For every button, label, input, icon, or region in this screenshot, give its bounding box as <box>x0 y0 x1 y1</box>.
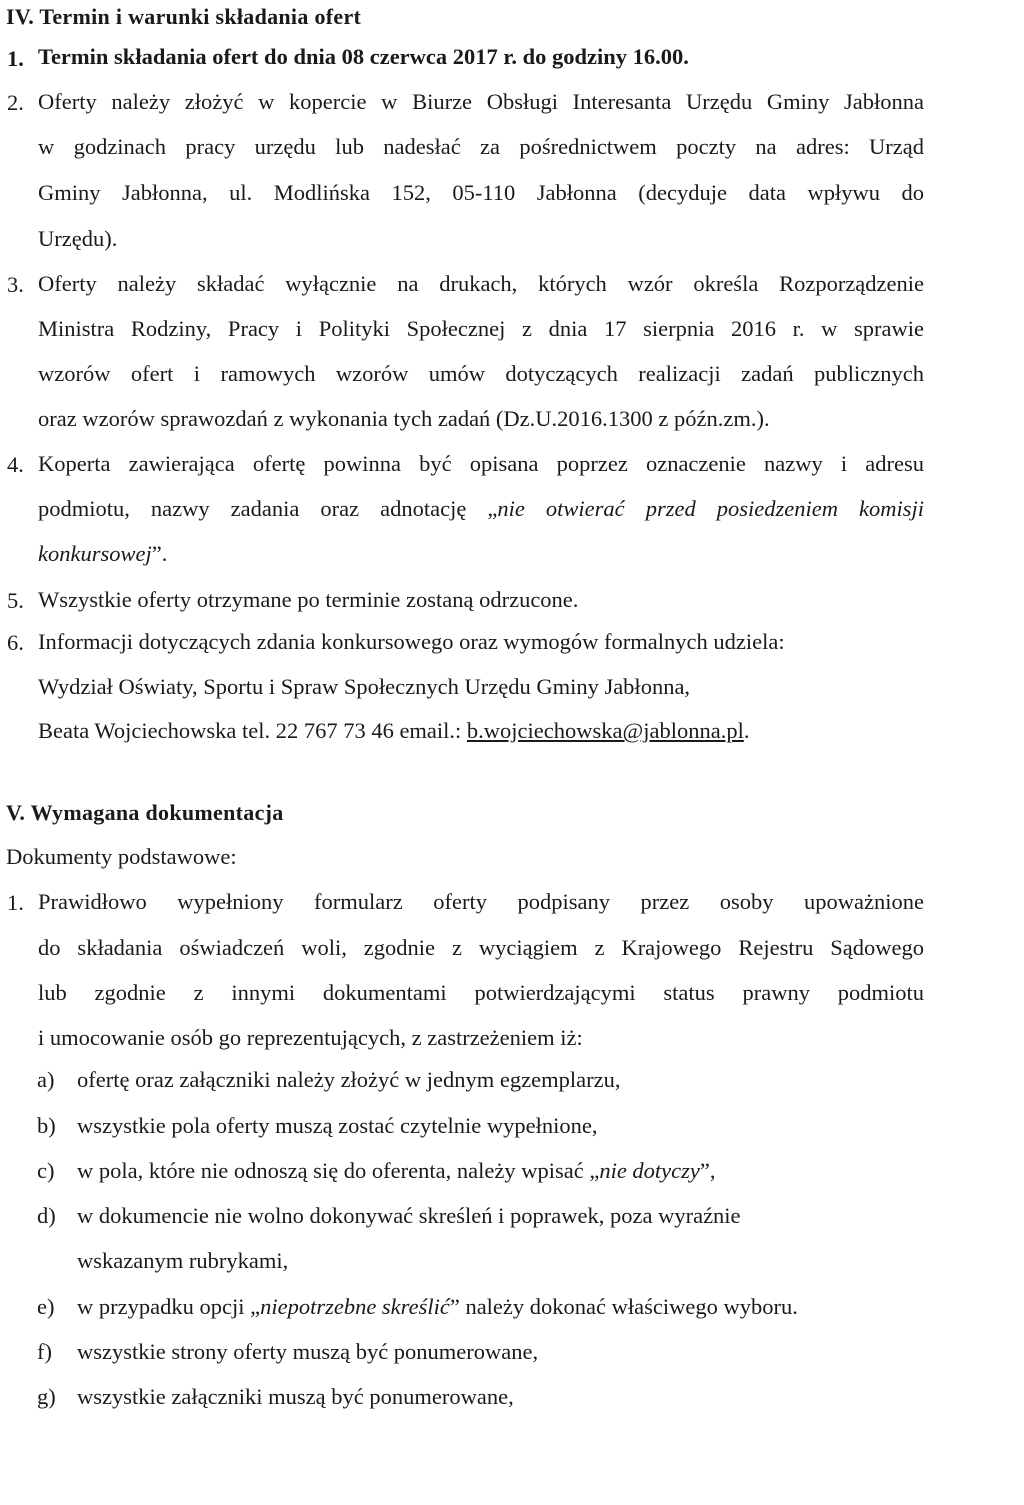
item-2-line-3: Gminy Jabłonna, ul. Modlińska 152, 05-110 Jabłonna (decyduje data wpływu do <box>38 180 924 205</box>
subitem-b-text: wszystkie pola oferty muszą zostać czytelnie wypełnione, <box>77 1113 598 1138</box>
v-item-1-line-3: lub zgodnie z innymi dokumentami potwierdzającymi status prawny podmiotu <box>38 980 924 1005</box>
item-4-line-2-prefix: podmiotu, nazwy zadania oraz adnotację „ <box>38 496 498 521</box>
subitem-a-letter: a) <box>37 1067 55 1092</box>
item-3-line-3: wzorów ofert i ramowych wzorów umów dotyczących realizacji zadań publicznych <box>38 361 924 386</box>
item-3-number: 3. <box>7 272 24 297</box>
item-1-number: 1. <box>7 46 24 71</box>
subitem-e-letter: e) <box>37 1294 55 1319</box>
item-5-text: Wszystkie oferty otrzymane po terminie zostaną odrzucone. <box>38 587 579 612</box>
v-item-1-line-1: Prawidłowo wypełniony formularz oferty podpisany przez osoby upoważnione <box>38 889 924 914</box>
section-v-title: Wymagana dokumentacja <box>30 800 284 825</box>
subitem-f-letter: f) <box>37 1339 52 1364</box>
item-4-annotation-italic-end: konkursowej <box>38 541 152 566</box>
subitem-c-text <box>77 1158 716 1184</box>
section-v-heading <box>6 800 284 826</box>
item-4-line-1: Koperta zawierająca ofertę powinna być opisana poprzez oznaczenie nazwy i adresu <box>38 451 924 476</box>
subitem-a-text: ofertę oraz załączniki należy złożyć w jednym egzemplarzu, <box>77 1067 621 1092</box>
item-5-number: 5. <box>7 588 24 613</box>
v-item-1-number: 1. <box>7 890 24 915</box>
item-6-number: 6. <box>7 630 24 655</box>
item-3-line-1: Oferty należy składać wyłącznie na drukach, których wzór określa Rozporządzenie <box>38 271 924 296</box>
item-4-line-3 <box>38 539 167 569</box>
item-1-text: Termin składania ofert do dnia 08 czerwca 2017 r. do godziny 16.00. <box>38 44 689 69</box>
item-4-annotation-italic: nie otwierać przed posiedzeniem komisji <box>497 496 924 521</box>
subitem-d-letter: d) <box>37 1203 56 1228</box>
subitem-d-text-2: wskazanym rubrykami, <box>77 1248 289 1273</box>
section-iv-heading: IV. Termin i warunki składania ofert <box>6 4 362 29</box>
email-link[interactable]: b.wojciechowska@jablonna.pl <box>466 718 744 743</box>
section-v-number: V. <box>6 800 26 825</box>
subitem-e-prefix: w przypadku opcji „ <box>77 1294 261 1319</box>
subitem-g-text: wszystkie załączniki muszą być ponumerowane, <box>77 1384 514 1409</box>
subitem-c-letter: c) <box>37 1158 55 1183</box>
subitem-g-letter: g) <box>37 1384 56 1409</box>
subitem-e-suffix: ” należy dokonać właściwego wyboru. <box>449 1294 798 1319</box>
contact-text: Beata Wojciechowska tel. 22 767 73 46 email.: <box>38 718 467 743</box>
v-item-1-line-2: do składania oświadczeń woli, zgodnie z wyciągiem z Krajowego Rejestru Sądowego <box>38 935 924 960</box>
subitem-e-italic: niepotrzebne skreślić <box>260 1294 450 1319</box>
subitem-f-text: wszystkie strony oferty muszą być ponumerowane, <box>77 1339 539 1364</box>
item-4-number: 4. <box>7 452 24 477</box>
item-3-line-4: oraz wzorów sprawozdań z wykonania tych zadań (Dz.U.2016.1300 z późn.zm.). <box>38 406 770 431</box>
v-item-1-line-4: i umocowanie osób go reprezentujących, z zastrzeżeniem iż: <box>38 1025 583 1050</box>
subitem-d-text: w dokumencie nie wolno dokonywać skreśleń i poprawek, poza wyraźnie <box>77 1203 741 1228</box>
item-6-line-1: Informacji dotyczących zdania konkursowego oraz wymogów formalnych udziela: <box>38 629 785 654</box>
subitem-b-letter: b) <box>37 1113 56 1138</box>
subitem-c-italic: nie dotyczy <box>599 1158 700 1183</box>
item-2-line-4: Urzędu). <box>38 226 118 251</box>
subitem-c-prefix: w pola, które nie odnoszą się do oferenta, należy wpisać „ <box>77 1158 600 1183</box>
item-6-contact-line <box>38 716 749 746</box>
subitem-e-text <box>77 1294 798 1320</box>
contact-suffix: . <box>743 718 750 743</box>
item-2-number: 2. <box>7 90 24 115</box>
item-3-line-2: Ministra Rodziny, Pracy i Polityki Społecznej z dnia 17 sierpnia 2016 r. w sprawie <box>38 316 924 341</box>
item-2-line-1: Oferty należy złożyć w kopercie w Biurze Obsługi Interesanta Urzędu Gminy Jabłonna <box>38 89 924 114</box>
item-4-line-2 <box>38 494 924 524</box>
section-v-subheading: Dokumenty podstawowe: <box>6 844 237 869</box>
item-6-line-2: Wydział Oświaty, Sportu i Spraw Społecznych Urzędu Gminy Jabłonna, <box>38 674 691 699</box>
item-2-line-2: w godzinach pracy urzędu lub nadesłać za pośrednictwem poczty na adres: Urząd <box>38 134 924 159</box>
item-4-line-3-suffix: ”. <box>151 541 168 566</box>
subitem-c-suffix: ”, <box>699 1158 716 1183</box>
